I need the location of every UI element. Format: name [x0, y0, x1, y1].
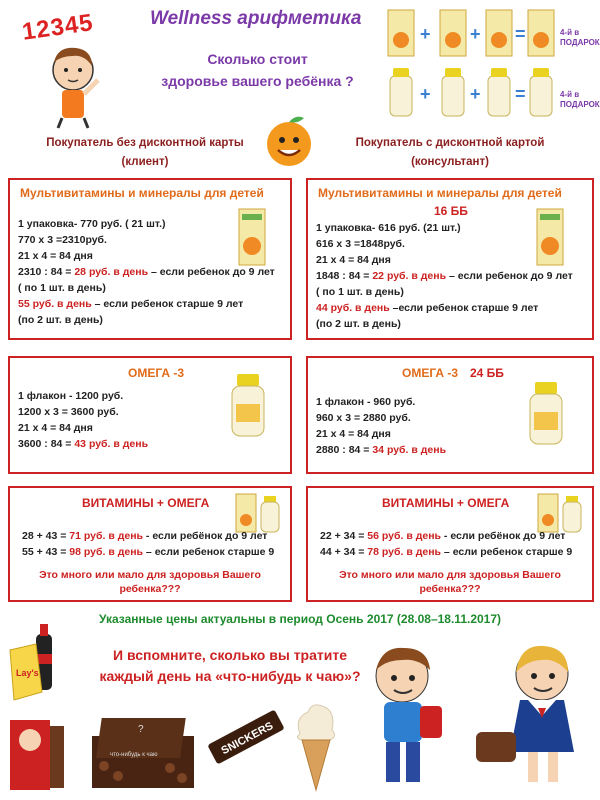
omega-bottle-icon — [228, 372, 268, 438]
calc-lines — [320, 528, 572, 560]
calc-text: 21 х 4 = 84 дня — [18, 250, 93, 262]
column-header-client-line1: Покупатель без дисконтной карты — [46, 137, 244, 149]
column-header-consultant-line2: (консультант) — [411, 156, 489, 168]
calc-text: 21 х 4 = 84 дня — [316, 428, 391, 440]
calc-text: 28 + 43 = 71 руб. в день - если ребёнок до 9 лет — [22, 530, 268, 542]
candy-box-icon — [88, 716, 198, 792]
reminder-text — [60, 645, 400, 687]
candy-label: SNICKERS — [219, 719, 276, 758]
column-header-consultant-line1: Покупатель с дисконтной картой — [355, 137, 545, 149]
calc-lines — [22, 528, 274, 560]
svg-text:+: + — [420, 84, 431, 104]
calc-line-2 — [22, 544, 274, 560]
question-note — [308, 568, 592, 596]
chocolate-bar-icon — [4, 716, 66, 792]
daily-cost: 34 руб. в день — [372, 444, 447, 456]
omega-client-box — [8, 356, 292, 474]
calc-text: ( по 1 шт. в день) — [18, 282, 106, 294]
calc-lines — [316, 220, 573, 332]
calc-line-4 — [18, 264, 275, 280]
snacks-icon — [6, 620, 62, 712]
calc-text: 3600 : 84 = 43 руб. в день — [18, 438, 149, 450]
box-title: ОМЕГА -3 — [402, 366, 459, 380]
numbers-doodle-text: 12345 — [20, 9, 96, 46]
svg-text:+: + — [420, 24, 431, 44]
question-note-line2: ребенка??? — [119, 583, 181, 595]
calc-text: (по 2 шт. в день) — [18, 314, 103, 326]
svg-text:+: + — [470, 84, 481, 104]
ice-cream-icon — [290, 700, 342, 792]
question-text — [150, 48, 365, 92]
multivitamins-client-box — [8, 178, 292, 340]
combo-consultant-box — [306, 486, 594, 602]
calc-line-7 — [18, 312, 275, 328]
calc-line-2 — [316, 236, 573, 252]
gift-label-1: 4-й в ПОДАРОК — [560, 28, 600, 47]
omega-bottles-icon — [378, 64, 558, 122]
page-title: Wellness арифметика — [150, 8, 362, 29]
calc-line-3 — [18, 248, 275, 264]
calc-lines — [18, 216, 275, 328]
calc-text: 1848 : 84 = 22 руб. в день – если ребенок до 9 лет — [316, 270, 573, 282]
calc-line-4 — [316, 268, 573, 284]
question-note-line1: Это много или мало для здоровья Вашего — [339, 569, 561, 581]
question-note-line1: Это много или мало для здоровья Вашего — [39, 569, 261, 581]
calc-text: 21 х 4 = 84 дня — [18, 422, 93, 434]
daily-cost: 43 руб. в день — [74, 438, 149, 450]
box-title: ВИТАМИНЫ + ОМЕГА — [382, 496, 510, 510]
calc-line-2 — [18, 232, 275, 248]
combo-client-box — [8, 486, 292, 602]
column-header-client-line2: (клиент) — [121, 156, 169, 168]
calc-line-7 — [316, 316, 573, 332]
snickers-bar-icon — [206, 702, 286, 772]
calc-line-6 — [18, 296, 275, 312]
svg-text:=: = — [515, 84, 526, 104]
calc-line-2 — [320, 544, 572, 560]
omega-consultant-box — [306, 356, 594, 474]
calc-lines — [18, 388, 148, 452]
calc-text: 2880 : 84 = 34 руб. в день — [316, 444, 447, 456]
thinking-boy-icon — [18, 10, 128, 130]
calc-line-1 — [18, 216, 275, 232]
box-question-mark: ? — [138, 724, 144, 735]
box-title: Мультивитамины и минералы для детей — [20, 186, 264, 200]
calc-text: 44 руб. в день –если ребенок старше 9 лет — [316, 302, 539, 314]
calc-text: 1200 х 3 = 3600 руб. — [18, 406, 119, 418]
gift-equation-multivitamins — [378, 6, 600, 62]
svg-text:+: + — [470, 24, 481, 44]
column-header-client — [20, 134, 270, 172]
calc-line-5 — [18, 280, 275, 296]
orange-mascot-icon — [262, 112, 316, 172]
gift-equation-omega — [378, 64, 600, 122]
calc-line-4 — [18, 436, 148, 452]
reminder-line2: каждый день на «что-нибудь к чаю»? — [99, 668, 361, 684]
calc-line-1 — [18, 388, 148, 404]
daily-cost: 28 руб. в день — [74, 266, 149, 278]
calc-line-4 — [316, 442, 446, 458]
gift-label-2: 4-й в ПОДАРОК — [560, 90, 600, 109]
daily-cost: 44 руб. в день — [316, 302, 390, 314]
daily-cost: 98 руб. в день — [69, 546, 144, 558]
box-title: ВИТАМИНЫ + ОМЕГА — [82, 496, 210, 510]
calc-text: 1 упаковка- 770 руб. ( 21 шт.) — [18, 218, 166, 230]
calc-line-1 — [22, 528, 274, 544]
question-note-line2: ребенка??? — [419, 583, 481, 595]
bb-points: 16 ББ — [434, 204, 468, 218]
calc-text: 55 руб. в день – если ребенок старше 9 лет — [18, 298, 244, 310]
calc-line-1 — [316, 394, 446, 410]
calc-lines — [316, 394, 446, 458]
question-line-1: Сколько стоит — [207, 51, 308, 67]
calc-text: 616 х 3 =1848руб. — [316, 238, 405, 250]
box-title: Мультивитамины и минералы для детей — [318, 186, 562, 200]
daily-cost: 71 руб. в день — [69, 530, 144, 542]
calc-text: 55 + 43 = 98 руб. в день – если ребенок старше 9 — [22, 546, 275, 558]
daily-cost: 78 руб. в день — [367, 546, 442, 558]
calc-line-5 — [316, 284, 573, 300]
calc-text: 21 х 4 = 84 дня — [316, 254, 391, 266]
question-line-2: здоровье вашего ребёнка ? — [161, 73, 354, 89]
chips-label: Lay's — [16, 668, 39, 678]
multivitamins-consultant-box — [306, 178, 594, 340]
calc-text: 960 х 3 = 2880 руб. — [316, 412, 411, 424]
prices-note: Указанные цены актуальны в период Осень 2017 (28.08–18.11.2017) — [98, 612, 502, 626]
calc-line-6 — [316, 300, 573, 316]
calc-line-2 — [316, 410, 446, 426]
calc-line-1 — [316, 220, 573, 236]
daily-cost: 56 руб. в день — [367, 530, 442, 542]
reminder-line1: И вспомните, сколько вы тратите — [113, 647, 347, 663]
calc-text: 1 флакон - 960 руб. — [316, 396, 416, 408]
calc-text: 22 + 34 = 56 руб. в день - если ребёнок до 9 лет — [320, 530, 566, 542]
daily-cost: 55 руб. в день — [18, 298, 92, 310]
calc-line-3 — [18, 420, 148, 436]
daily-cost: 22 руб. в день — [372, 270, 447, 282]
bb-points: 24 ББ — [470, 366, 504, 380]
calc-text: ( по 1 шт. в день) — [316, 286, 404, 298]
calc-line-3 — [316, 252, 573, 268]
calc-line-1 — [320, 528, 572, 544]
omega-bottle-icon — [526, 380, 566, 446]
box-label: что-нибудь к чаю — [110, 752, 158, 758]
multivitamin-boxes-icon — [378, 6, 558, 62]
schoolboy-icon — [352, 640, 452, 790]
column-header-consultant — [320, 134, 580, 172]
schoolgirl-icon — [470, 638, 594, 788]
calc-text: 770 х 3 =2310руб. — [18, 234, 107, 246]
calc-text: 2310 : 84 = 28 руб. в день – если ребенок до 9 лет — [18, 266, 275, 278]
calc-text: 1 флакон - 1200 руб. — [18, 390, 124, 402]
svg-text:=: = — [515, 24, 526, 44]
calc-line-3 — [316, 426, 446, 442]
calc-text: 44 + 34 = 78 руб. в день – если ребенок старше 9 — [320, 546, 573, 558]
question-note — [10, 568, 290, 596]
calc-text: 1 упаковка- 616 руб. (21 шт.) — [316, 222, 461, 234]
numbers-doodle — [18, 10, 128, 130]
calc-line-2 — [18, 404, 148, 420]
box-title: ОМЕГА -3 — [128, 366, 185, 380]
calc-text: (по 2 шт. в день) — [316, 318, 401, 330]
